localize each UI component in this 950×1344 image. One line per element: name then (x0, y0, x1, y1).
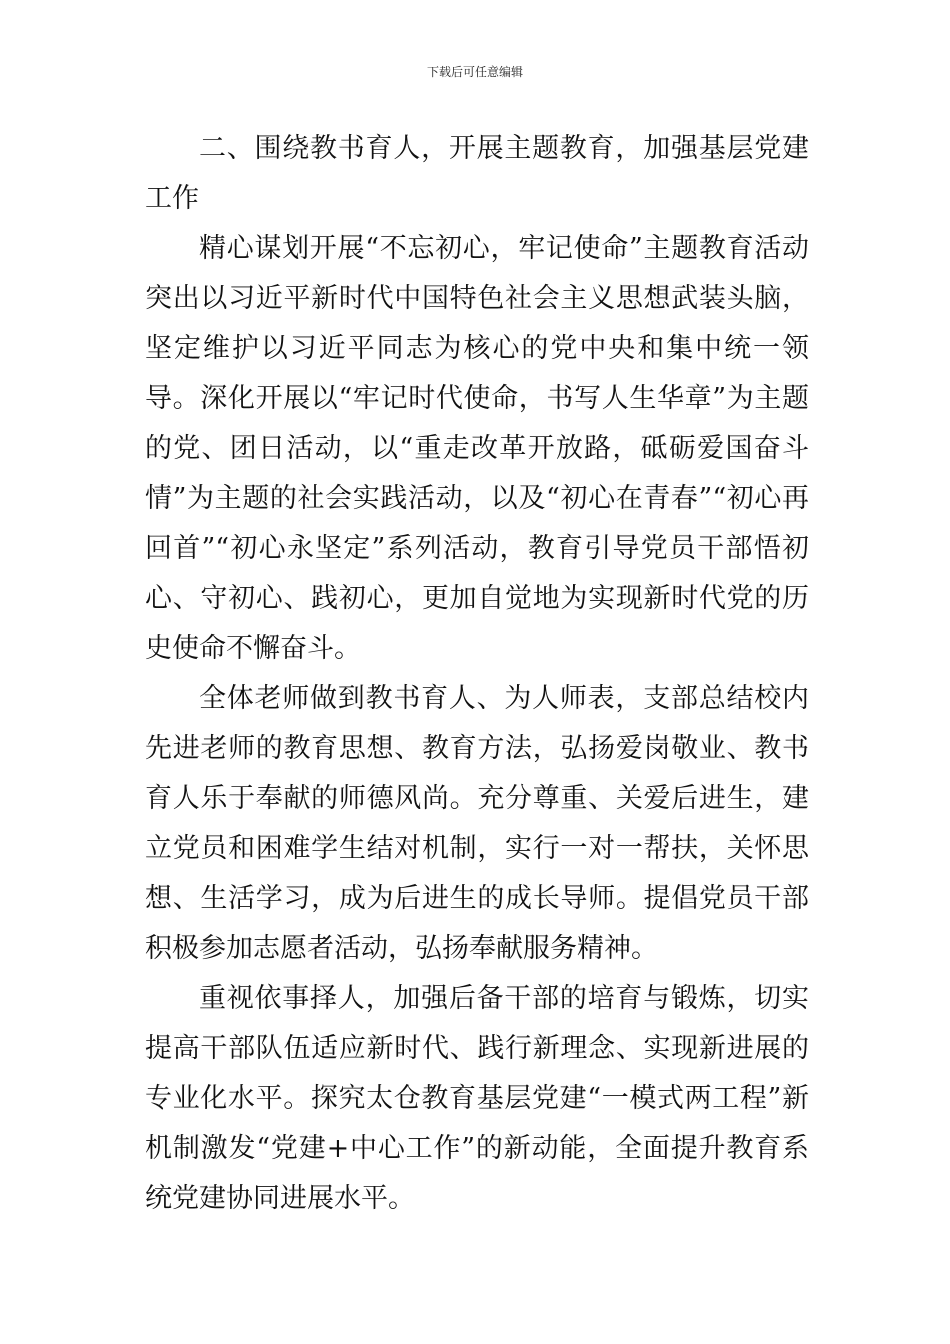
paragraph-2: 全体老师做到教书育人、为人师表，支部总结校内先进老师的教育思想、教育方法，弘扬爱岗敬业、教书育人乐于奉献的师德风尚。充分尊重、关爱后进生，建立党员和困难学生结对机制，实行一对一帮扶，关怀思想、生活学习，成为后进生的成长导师。提倡党员干部积极参加志愿者活动，弘扬奉献服务精神。 (145, 683, 809, 964)
paragraph-1: 精心谋划开展“不忘初心，牢记使命”主题教育活动突出以习近平新时代中国特色社会主义思想武装头脑，坚定维护以习近平同志为核心的党中央和集中统一领导。深化开展以“牢记时代使命，书写人生华章”为主题的党、团日活动，以“重走改革开放路，砥砺爱国奋斗情”为主题的社会实践活动，以及“初心在青春”“初心再回首”“初心永坚定”系列活动，教育引导党员干部悟初心、守初心、践初心，更加自觉地为实现新时代党的历史使命不懈奋斗。 (145, 233, 809, 664)
paragraph-3: 重视依事择人，加强后备干部的培育与锻炼，切实提高干部队伍适应新时代、践行新理念、实现新进展的专业化水平。探究太仓教育基层党建“一模式两工程”新机制激发“党建+中心工作”的新动能，全面提升教育系统党建协同进展水平。 (145, 983, 809, 1214)
document-body (145, 124, 809, 1224)
page-header-note: 下载后可任意编辑 (426, 65, 523, 79)
section-heading: 二、围绕教书育人，开展主题教育，加强基层党建工作 (145, 133, 809, 214)
